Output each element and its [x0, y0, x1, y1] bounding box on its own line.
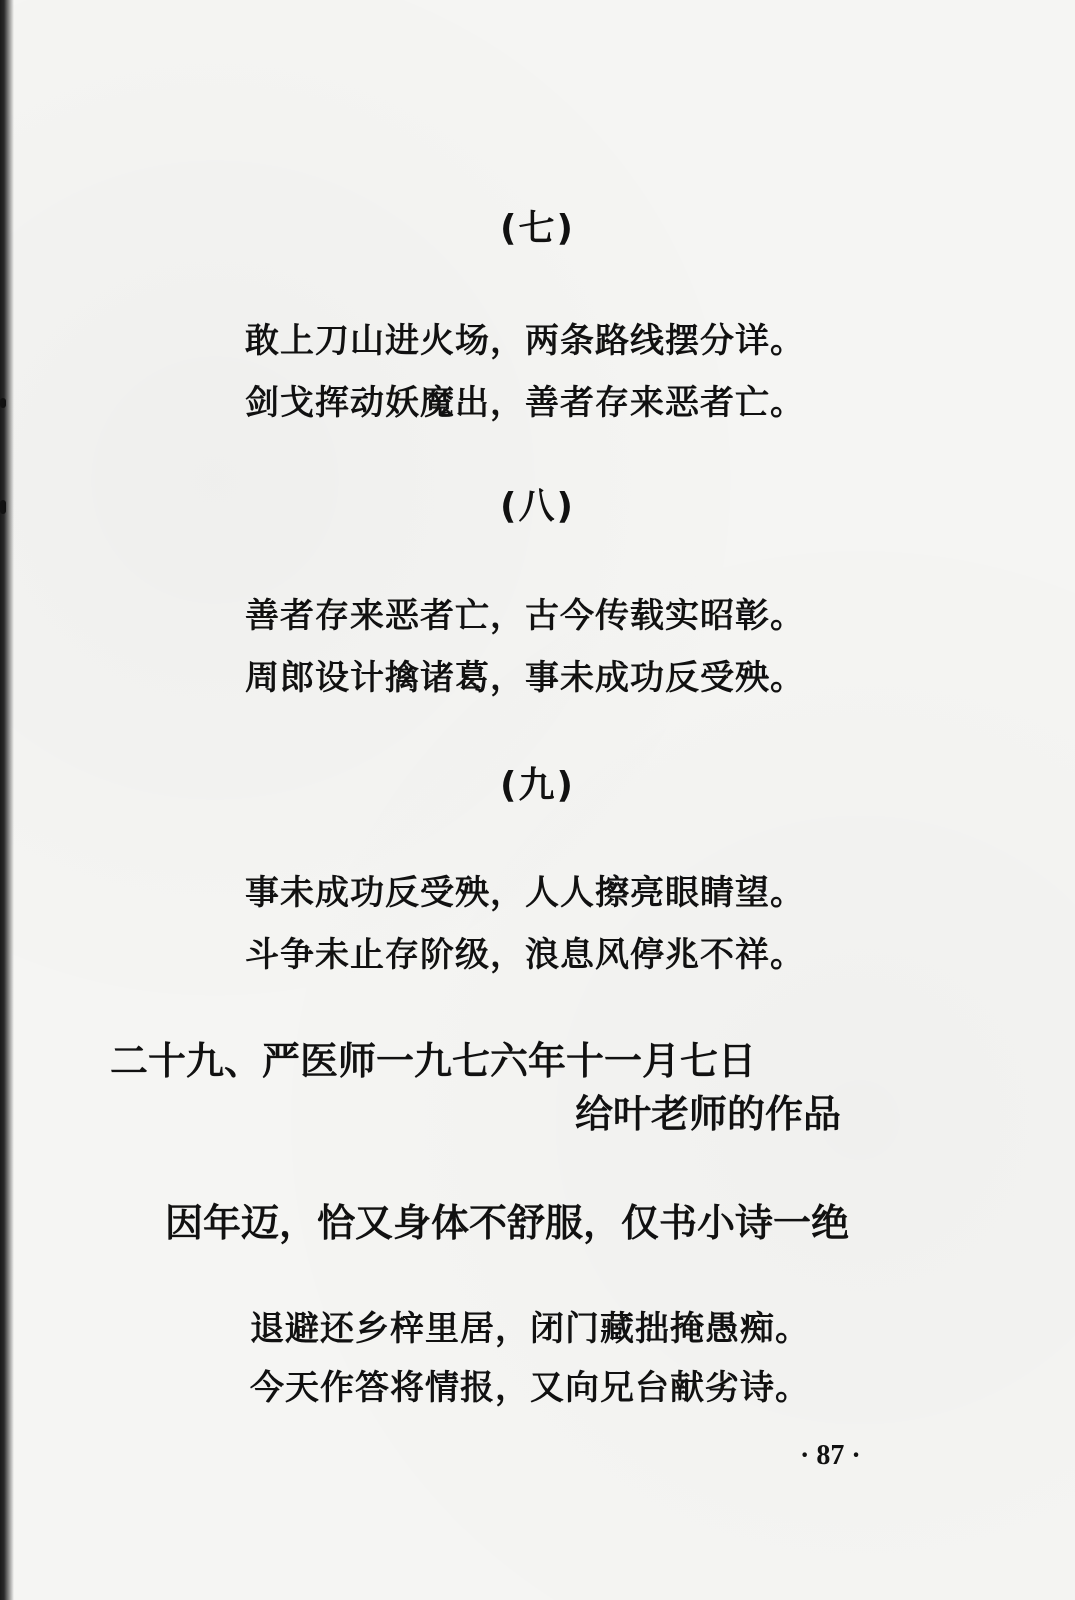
section-number: (八) [500, 486, 575, 527]
verse-line: 敢上刀山进火场，两条路线摆分详。 [245, 321, 805, 361]
verse-line: 退避还乡梓里居，闭门藏拙掩愚痴。 [250, 1309, 810, 1349]
chapter-heading-continuation: 给叶老师的作品 [575, 1092, 842, 1136]
section-number: (九) [500, 765, 575, 806]
verse-line: 剑戈挥动妖魔出，善者存来恶者亡。 [245, 383, 805, 423]
page-number: · 87 · [800, 1440, 861, 1471]
verse-line: 今天作答将情报，又向兄台献劣诗。 [250, 1368, 810, 1408]
verse-line: 事未成功反受殃，人人擦亮眼睛望。 [245, 873, 805, 913]
verse-line: 善者存来恶者亡，古今传载实昭彰。 [245, 596, 805, 636]
section-number: (七) [500, 208, 575, 249]
verse-line: 周郎设计擒诸葛，事未成功反受殃。 [245, 658, 805, 698]
chapter-heading: 二十九、严医师一九七六年十一月七日 [110, 1039, 757, 1083]
poem-subtitle: 因年迈，恰又身体不舒服，仅书小诗一绝 [165, 1201, 850, 1245]
binding-mark [0, 398, 6, 408]
verse-line: 斗争未止存阶级，浪息风停兆不祥。 [245, 935, 805, 975]
